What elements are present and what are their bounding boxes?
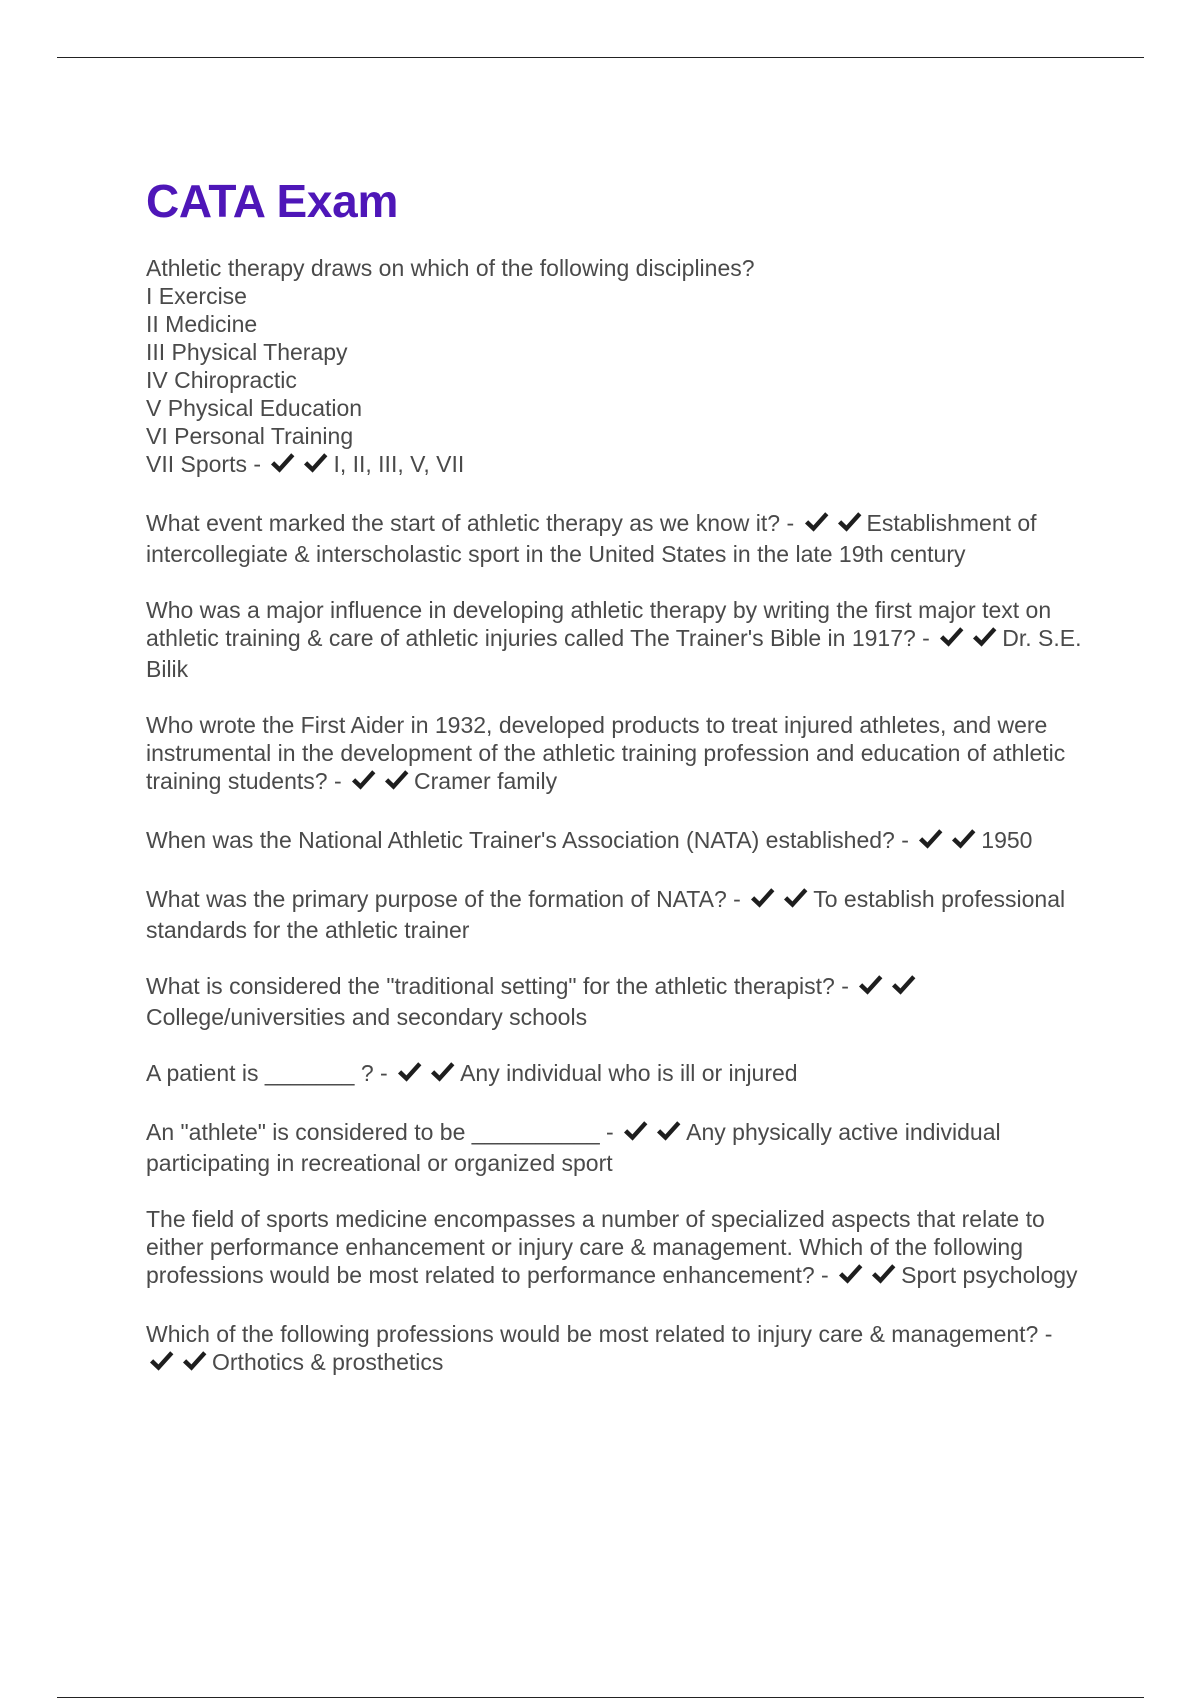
answer-checks bbox=[857, 973, 919, 1003]
qa-item: The field of sports medicine encompasses a number of specialized aspects that relate to either performance enhancement or injury care & management. Which of the following professions would be most related to performance enhancement? - Sport psychology bbox=[146, 1205, 1096, 1292]
answer-checks bbox=[350, 768, 412, 798]
qa-item: When was the National Athletic Trainer's Association (NATA) established? - 1950 bbox=[146, 826, 1096, 857]
answer-text: 1950 bbox=[981, 827, 1033, 853]
check-mark-icon bbox=[429, 1060, 456, 1084]
answer-checks bbox=[622, 1119, 684, 1149]
qa-item: Who wrote the First Aider in 1932, developed products to treat injured athletes, and were instrumental in the development of the athletic training profession and education of athletic training students? - Cramer family bbox=[146, 711, 1096, 798]
document-body bbox=[146, 172, 1096, 1407]
answer-text: Cramer family bbox=[414, 768, 558, 794]
answer-text: Dr. S.E. Bilik bbox=[146, 625, 1082, 682]
answer-checks bbox=[396, 1060, 458, 1090]
check-mark-icon bbox=[749, 886, 776, 910]
bottom-rule bbox=[57, 1697, 1144, 1698]
check-mark-icon bbox=[782, 886, 809, 910]
check-mark-icon bbox=[383, 768, 410, 792]
check-mark-icon bbox=[302, 451, 329, 475]
answer-checks bbox=[803, 510, 865, 540]
check-mark-icon bbox=[269, 451, 296, 475]
question-text: VII Sports bbox=[146, 451, 247, 477]
question-text: A patient is _______ ? bbox=[146, 1060, 374, 1086]
answer-text: I, II, III, V, VII bbox=[333, 451, 465, 477]
qa-item: An "athlete" is considered to be __________ - Any physically active individual participating in recreational or organized sport bbox=[146, 1119, 1001, 1176]
answer-text: Establishment of intercollegiate & interscholastic sport in the United States in the late 19th century bbox=[146, 510, 1037, 567]
question-line-last: VII Sports - I, II, III, V, VII bbox=[146, 450, 1096, 481]
question-line: II Medicine bbox=[146, 311, 258, 337]
answer-checks bbox=[749, 886, 811, 916]
qa-item: A patient is _______ ? - Any individual who is ill or injured bbox=[146, 1059, 1096, 1090]
answer-checks bbox=[837, 1262, 899, 1292]
check-mark-icon bbox=[836, 510, 863, 534]
check-mark-icon bbox=[938, 625, 965, 649]
check-mark-icon bbox=[622, 1119, 649, 1143]
check-mark-icon bbox=[396, 1060, 423, 1084]
answer-text: Any physically active individual participating in recreational or organized sport bbox=[146, 1119, 1001, 1176]
check-mark-icon bbox=[857, 973, 884, 997]
question-text: Which of the following professions would be most related to injury care & management? bbox=[146, 1321, 1039, 1347]
check-mark-icon bbox=[148, 1349, 175, 1373]
question-text: What event marked the start of athletic therapy as we know it? bbox=[146, 510, 781, 536]
question-line: I Exercise bbox=[146, 283, 247, 309]
qa-item bbox=[146, 254, 1096, 481]
question-text: An "athlete" is considered to be __________ bbox=[146, 1119, 600, 1145]
answer-text: Any individual who is ill or injured bbox=[460, 1060, 798, 1086]
answer-text: Sport psychology bbox=[901, 1262, 1078, 1288]
check-mark-icon bbox=[655, 1119, 682, 1143]
check-mark-icon bbox=[917, 827, 944, 851]
answer-text: Orthotics & prosthetics bbox=[212, 1349, 444, 1375]
question-text: The field of sports medicine encompasses a number of specialized aspects that relate to either performance enhancement or injury care & management. Which of the following professions would be most related to performance enhancement? bbox=[146, 1206, 1045, 1288]
answer-checks bbox=[938, 625, 1000, 655]
top-rule bbox=[57, 57, 1144, 58]
check-mark-icon bbox=[837, 1262, 864, 1286]
qa-item: What event marked the start of athletic therapy as we know it? - Establishment of intercollegiate & interscholastic sport in the United States in the late 19th century bbox=[146, 510, 1037, 567]
answer-text: College/universities and secondary schools bbox=[146, 1004, 588, 1030]
answer-checks bbox=[148, 1349, 210, 1379]
check-mark-icon bbox=[350, 768, 377, 792]
qa-item: What was the primary purpose of the formation of NATA? - To establish professional standards for the athletic trainer bbox=[146, 886, 1066, 943]
check-mark-icon bbox=[950, 827, 977, 851]
qa-item: Which of the following professions would be most related to injury care & management? - Orthotics & prosthetics bbox=[146, 1320, 1096, 1379]
answer-checks bbox=[269, 451, 331, 481]
question-line: III Physical Therapy bbox=[146, 339, 348, 365]
question-text: Who wrote the First Aider in 1932, developed products to treat injured athletes, and were instrumental in the development of the athletic training profession and education of athletic training students? bbox=[146, 712, 1066, 794]
check-mark-icon bbox=[870, 1262, 897, 1286]
check-mark-icon bbox=[971, 625, 998, 649]
answer-checks bbox=[917, 827, 979, 857]
question-line: VI Personal Training bbox=[146, 423, 354, 449]
question-text: Who was a major influence in developing athletic therapy by writing the first major text on athletic training & care of athletic injuries called The Trainer's Bible in 1917? bbox=[146, 597, 1052, 651]
question-text: What was the primary purpose of the formation of NATA? bbox=[146, 886, 727, 912]
qa-item: Who was a major influence in developing athletic therapy by writing the first major text on athletic training & care of athletic injuries called The Trainer's Bible in 1917? - Dr. S.E. Bilik bbox=[146, 597, 1082, 682]
check-mark-icon bbox=[803, 510, 830, 534]
question-line: Athletic therapy draws on which of the following disciplines? bbox=[146, 255, 755, 281]
question-line: IV Chiropractic bbox=[146, 367, 297, 393]
question-text: When was the National Athletic Trainer's Association (NATA) established? bbox=[146, 827, 895, 853]
check-mark-icon bbox=[890, 973, 917, 997]
question-text: What is considered the "traditional setting" for the athletic therapist? bbox=[146, 973, 835, 999]
question-line: V Physical Education bbox=[146, 395, 363, 421]
qa-item: What is considered the "traditional setting" for the athletic therapist? - College/universities and secondary schools bbox=[146, 972, 1096, 1031]
check-mark-icon bbox=[181, 1349, 208, 1373]
answer-text: To establish professional standards for the athletic trainer bbox=[146, 886, 1066, 943]
document-title: CATA Exam bbox=[146, 175, 399, 227]
